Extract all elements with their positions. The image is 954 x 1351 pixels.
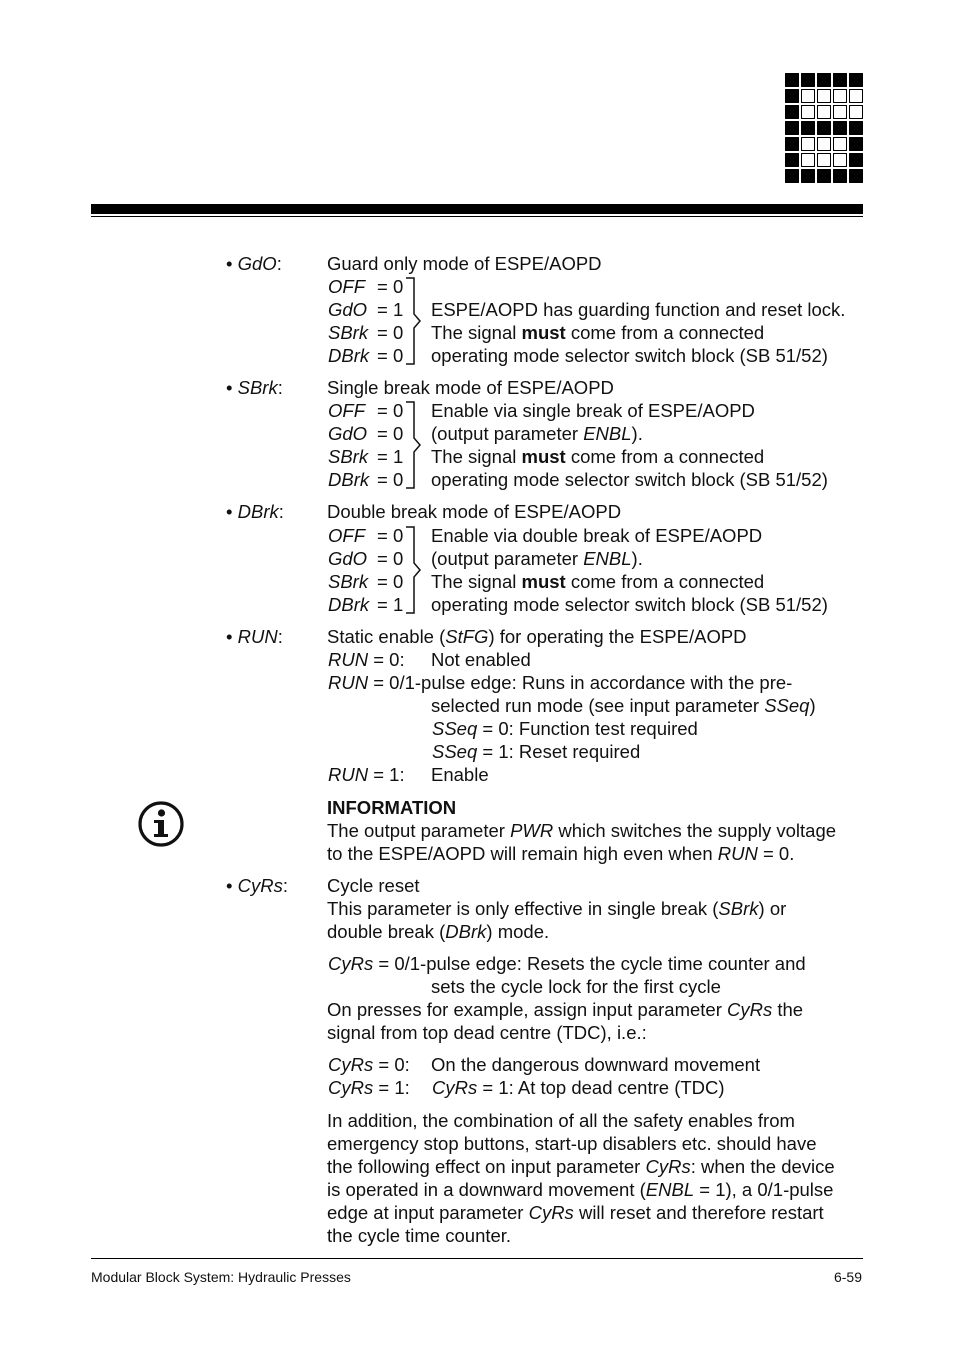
gdo-row-off: OFF [328, 276, 365, 297]
brace-icon [404, 525, 422, 615]
logo-cell [849, 137, 863, 151]
gdo-title: Guard only mode of ESPE/AOPD [327, 253, 602, 274]
logo-cell [801, 105, 815, 119]
company-logo [785, 73, 865, 183]
logo-cell [817, 105, 831, 119]
cyrs-title: Cycle reset [327, 875, 420, 896]
logo-cell [785, 153, 799, 167]
logo-cell [833, 89, 847, 103]
logo-cell [801, 89, 815, 103]
logo-cell [801, 153, 815, 167]
logo-cell [833, 73, 847, 87]
logo-cell [833, 105, 847, 119]
logo-cell [801, 121, 815, 135]
logo-cell [817, 153, 831, 167]
logo-cell [849, 105, 863, 119]
header-rule [91, 204, 863, 214]
info-heading: INFORMATION [327, 797, 457, 818]
logo-cell [817, 73, 831, 87]
footer-title: Modular Block System: Hydraulic Presses [91, 1269, 351, 1285]
logo-cell [849, 89, 863, 103]
bullet-cyrs: • CyRs: [226, 875, 288, 896]
gdo-row-sbrk: SBrk [328, 322, 369, 343]
logo-cell [785, 137, 799, 151]
logo-cell [833, 169, 847, 183]
gdo-row-dbrk: DBrk [328, 345, 370, 366]
bullet-dbrk: • DBrk: [226, 501, 284, 522]
logo-cell [785, 121, 799, 135]
logo-cell [785, 73, 799, 87]
logo-cell [785, 89, 799, 103]
logo-cell [801, 137, 815, 151]
logo-cell [785, 105, 799, 119]
brace-icon [404, 400, 422, 490]
logo-cell [849, 73, 863, 87]
logo-cell [817, 169, 831, 183]
bullet-gdo: • GdO: [226, 253, 282, 274]
logo-cell [817, 137, 831, 151]
logo-cell [833, 121, 847, 135]
page-number: 6-59 [833, 1269, 862, 1285]
logo-cell [801, 169, 815, 183]
header-rule-thin [91, 216, 863, 217]
logo-cell [785, 169, 799, 183]
brace-icon [404, 276, 422, 366]
bullet-run: • RUN: [226, 626, 283, 647]
logo-cell [817, 121, 831, 135]
logo-cell [833, 137, 847, 151]
sbrk-title: Single break mode of ESPE/AOPD [327, 377, 614, 398]
bullet-sbrk: • SBrk: [226, 377, 283, 398]
logo-cell [833, 153, 847, 167]
run-title: Static enable (StFG) for operating the ESPE/AOPD [327, 626, 747, 647]
logo-cell [849, 169, 863, 183]
gdo-row-gdo: GdO [328, 299, 368, 320]
logo-cell [801, 73, 815, 87]
dbrk-title: Double break mode of ESPE/AOPD [327, 501, 622, 522]
logo-cell [849, 153, 863, 167]
footer-rule [91, 1258, 863, 1259]
logo-cell [849, 121, 863, 135]
info-icon [137, 800, 185, 848]
logo-cell [817, 89, 831, 103]
